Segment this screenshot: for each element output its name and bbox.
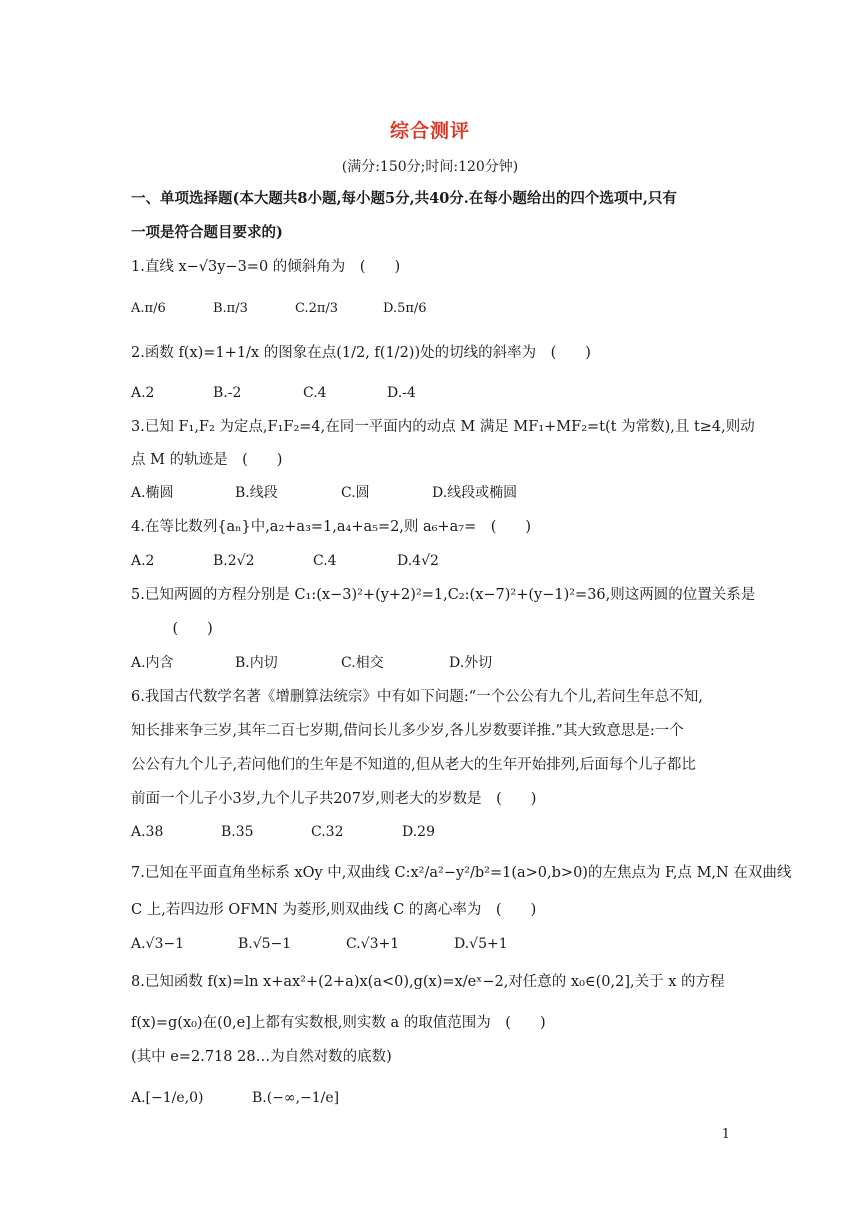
q7-option-c: C.√3+1 — [346, 936, 400, 952]
page-title: 综合测评 — [389, 120, 470, 142]
question-5-line2: ( ) — [158, 621, 213, 637]
question-8-line1: 8.已知函数 f(x)=ln x+ax²+(2+a)x(a<0),g(x)=x/eˣ−2,对任意的 x₀∈(0,2],关于 x 的方程 — [131, 974, 725, 990]
q1-option-b: B.π/3 — [213, 301, 248, 316]
q5-option-d: D.外切 — [449, 655, 493, 671]
section-header-line1: 一、单项选择题(本大题共8小题,每小题5分,共40分.在每小题给出的四个选项中,只有 — [131, 190, 677, 207]
q5-option-b: B.内切 — [235, 655, 278, 671]
q7-option-d: D.√5+1 — [454, 936, 508, 952]
question-7-line1: 7.已知在平面直角坐标系 xOy 中,双曲线 C:x²/a²−y²/b²=1(a>0,b>0)的左焦点为 F,点 M,N 在双曲线 — [131, 865, 792, 881]
q6-option-a: A.38 — [131, 824, 164, 840]
q3-option-c: C.圆 — [341, 485, 370, 501]
q2-option-b: B.-2 — [213, 385, 242, 401]
q2-option-c: C.4 — [303, 385, 327, 401]
q8-option-b: B.(−∞,−1/e] — [252, 1090, 340, 1106]
question-6-line2: 知长排来争三岁,其年二百七岁期,借问长儿多少岁,各儿岁数要详推.”其大致意思是:一个 — [131, 723, 684, 739]
q4-option-c: C.4 — [313, 553, 337, 569]
q6-option-b: B.35 — [221, 824, 254, 840]
q1-option-a: A.π/6 — [131, 301, 166, 316]
question-5-line1: 5.已知两圆的方程分别是 C₁:(x−3)²+(y+2)²=1,C₂:(x−7)²+(y−1)²=36,则这两圆的位置关系是 — [131, 587, 756, 603]
question-3-line1: 3.已知 F₁,F₂ 为定点,F₁F₂=4,在同一平面内的动点 M 满足 MF₁+MF₂=t(t 为常数),且 t≥4,则动 — [131, 419, 755, 435]
q4-option-b: B.2√2 — [213, 553, 255, 569]
exam-info: (满分:150分;时间:120分钟) — [341, 159, 519, 175]
question-7-line2: C 上,若四边形 OFMN 为菱形,则双曲线 C 的离心率为 ( ) — [131, 902, 537, 918]
q1-option-d: D.5π/6 — [383, 301, 427, 316]
q6-option-c: C.32 — [311, 824, 344, 840]
question-8-note: (其中 e=2.718 28…为自然对数的底数) — [131, 1049, 392, 1065]
section-header-line2: 一项是符合题目要求的) — [131, 224, 283, 241]
question-8-line2: f(x)=g(x₀)在(0,e]上都有实数根,则实数 a 的取值范围为 ( ) — [131, 1015, 546, 1031]
question-2: 2.函数 f(x)=1+1/x 的图象在点(1/2, f(1/2))处的切线的斜率为 ( ) — [131, 345, 591, 361]
question-6-line4: 前面一个儿子小3岁,九个儿子共207岁,则老大的岁数是 ( ) — [131, 791, 537, 807]
question-6-line1: 6.我国古代数学名著《增删算法统宗》中有如下问题:“一个公公有九个儿,若问生年总不知, — [131, 689, 703, 705]
question-6-line3: 公公有九个儿子,若问他们的生年是不知道的,但从老大的生年开始排列,后面每个儿子都比 — [131, 757, 696, 773]
q7-option-b: B.√5−1 — [238, 936, 292, 952]
q5-option-a: A.内含 — [131, 655, 174, 671]
section-header — [131, 182, 731, 250]
q8-option-a: A.[−1/e,0) — [131, 1090, 204, 1106]
q5-option-c: C.相交 — [341, 655, 384, 671]
q3-option-b: B.线段 — [235, 485, 278, 501]
q4-option-d: D.4√2 — [397, 553, 439, 569]
q7-option-a: A.√3−1 — [131, 936, 185, 952]
q1-option-c: C.2π/3 — [295, 301, 339, 316]
q3-option-d: D.线段或椭圆 — [432, 485, 518, 501]
q4-option-a: A.2 — [131, 553, 155, 569]
q2-option-a: A.2 — [131, 385, 155, 401]
question-3-line2: 点 M 的轨迹是 ( ) — [131, 452, 283, 468]
q3-option-a: A.椭圆 — [131, 485, 174, 501]
q6-option-d: D.29 — [402, 824, 435, 840]
question-1: 1.直线 x−√3y−3=0 的倾斜角为 ( ) — [131, 259, 401, 275]
q2-option-d: D.-4 — [387, 385, 416, 401]
question-4: 4.在等比数列{aₙ}中,a₂+a₃=1,a₄+a₅=2,则 a₆+a₇= ( ) — [131, 519, 532, 535]
page-number: 1 — [721, 1127, 730, 1142]
